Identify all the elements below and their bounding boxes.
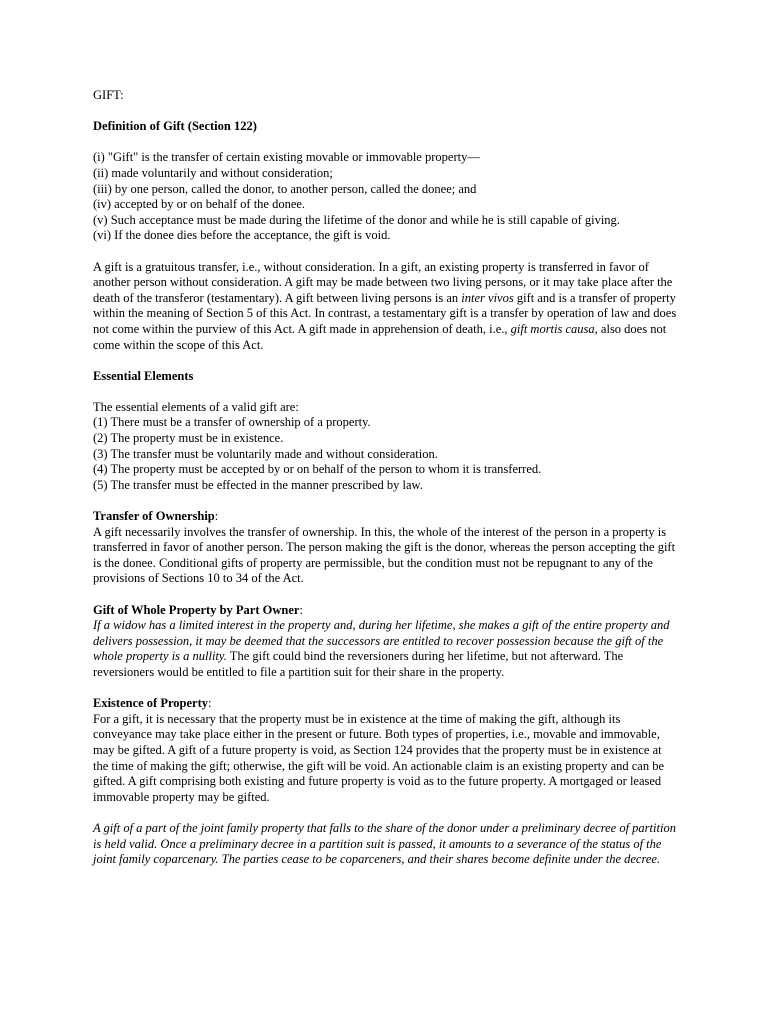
essential-item: (2) The property must be in existence. [93,431,284,446]
document-body [93,88,678,868]
essential-item: (1) There must be a transfer of ownership of a property. [93,415,371,430]
essential-elements-heading: Essential Elements [93,368,194,383]
definition-item: (i) "Gift" is the transfer of certain existing movable or immovable property— [93,150,480,165]
whole-property-heading: Gift of Whole Property by Part Owner: [93,602,303,617]
existence-body: For a gift, it is necessary that the property must be in existence at the time of making the gift, although its conveyance may take place either in the present or future. Both types of properties, i.e., movable and immovable, may be gifted. A gift of a future property is void, as Section 124 provides that the property must be in existence at the time of making the gift; otherwise, the gift will be void. An actionable claim is an existing property and can be gifted. A gift comprising both existing and future property is void as to the future property. A mortgaged or leased immovable property may be gifted. [93,711,665,804]
definition-item: (v) Such acceptance must be made during the lifetime of the donor and while he is still capable of giving. [93,212,620,227]
gift-description-paragraph: A gift is a gratuitous transfer, i.e., without consideration. In a gift, an existing property is transferred in favor of another person without consideration. A gift may be made between two living persons, or it may take place after the death of the transferor (testamentary). A gift between living persons is an inter vivos gift and is a transfer of property within the meaning of Section 5 of this Act. In contrast, a testamentary gift is a transfer by operation of law and does not come within the purview of this Act. A gift made in apprehension of death, i.e., gift mortis causa, also does not come within the scope of this Act. [93,259,677,352]
definition-item: (ii) made voluntarily and without consideration; [93,165,333,180]
essential-intro: The essential elements of a valid gift are: [93,399,299,414]
whole-property-body: If a widow has a limited interest in the property and, during her lifetime, she makes a gift of the entire property and delivers possession, it may be deemed that the successors are entitled to recover possession because the gift of the whole property is a nullity. The gift could bind the reversioners during her lifetime, but not afterward. The reversioners would be entitled to file a partition suit for their share in the property. [93,618,670,679]
transfer-body: A gift necessarily involves the transfer of ownership. In this, the whole of the interest of the person in a property is transferred in favor of another person. The person making the gift is the donor, whereas the person accepting the gift is the donee. Conditional gifts of property are permissible, but the condition must not be repugnant to any of the provisions of Sections 10 to 34 of the Act. [93,524,676,586]
definition-list [93,150,678,244]
transfer-of-ownership-section [93,509,678,587]
essential-item: (3) The transfer must be voluntarily made and without consideration. [93,446,438,461]
definition-heading: Definition of Gift (Section 122) [93,119,257,134]
existence-heading: Existence of Property: [93,696,212,711]
joint-family-paragraph: A gift of a part of the joint family property that falls to the share of the donor under a preliminary decree of partition is held valid. Once a preliminary decree in a partition suit is passed, it amounts to a severance of the status of the joint family coparcenary. The parties cease to be coparceners, and their shares become definite under the decree. [93,820,676,867]
whole-property-section [93,603,678,681]
essential-elements-list [93,400,678,494]
existence-of-property-section [93,696,678,805]
definition-item: (iii) by one person, called the donor, to another person, called the donee; and [93,181,477,196]
transfer-heading: Transfer of Ownership: [93,509,219,524]
essential-item: (5) The transfer must be effected in the manner prescribed by law. [93,477,423,492]
definition-item: (iv) accepted by or on behalf of the donee. [93,197,306,212]
essential-item: (4) The property must be accepted by or on behalf of the person to whom it is transferred. [93,462,542,477]
document-title: GIFT: [93,88,124,102]
definition-item: (vi) If the donee dies before the acceptance, the gift is void. [93,228,391,243]
